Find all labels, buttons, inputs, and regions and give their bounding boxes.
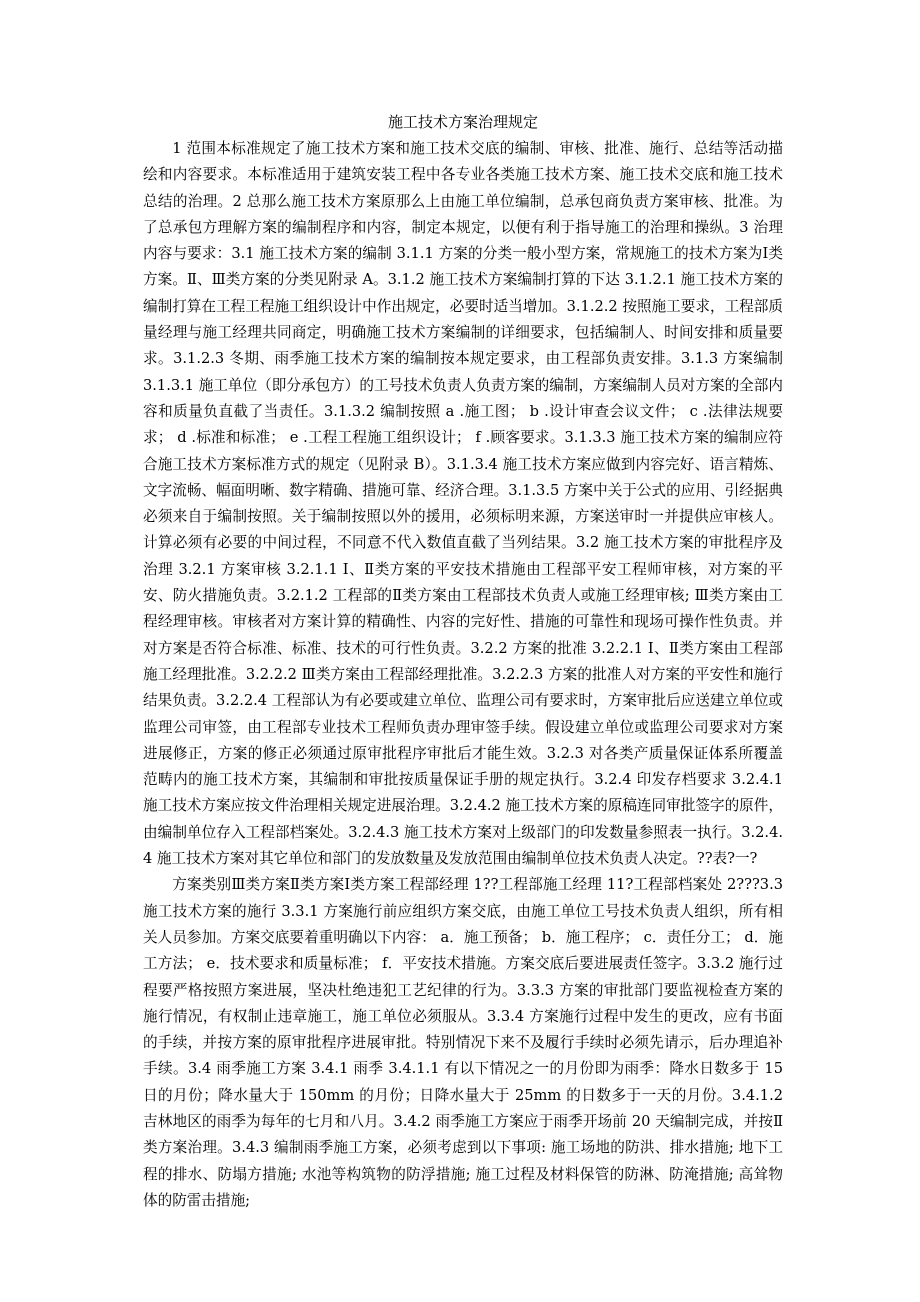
document-page (143, 110, 783, 1214)
body-paragraph-2: 方案类别Ⅲ类方案Ⅱ类方案Ⅰ类方案工程部经理 1??工程部施工经理 11?工程部档案处 2???3.3 施工技术方案的施行 3.3.1 方案施行前应组织方案交底，由施工单位工号技术负责人组织，所有相关人员参加。方案交底要着重明确以下内容： a．施工预备； b．施工程序； c．责任分工； d．施工方法； e．技术要求和质量标准； f．平安技术措施。方案交底后要进展责任签字。3.3.2 施行过程要严格按照方案进展，坚决杜绝违犯工艺纪律的行为。3.3.3 方案的审批部门要监视检查方案的施行情况，有权制止违章施工，施工单位必须服从。3.3.4 方案施行过程中发生的更改，应有书面的手续，并按方案的原审批程序进展审批。特别情况下来不及履行手续时必须先请示，后办理追补手续。3.4 雨季施工方案 3.4.1 雨季 3.4.1.1 有以下情况之一的月份即为雨季：降水日数多于 15 日的月份；降水量大于 150mm 的月份；日降水量大于 25mm 的日数多于一天的月份。3.4.1.2 吉林地区的雨季为每年的七月和八月。3.4.2 雨季施工方案应于雨季开场前 20 天编制完成，并按Ⅱ类方案治理。3.4.3 编制雨季施工方案，必须考虑到以下事项: 施工场地的防洪、排水措施; 地下工程的排水、防塌方措施; 水池等构筑物的防浮措施; 施工过程及材料保管的防淋、防淹措施; 高耸物体的防雷击措施; (143, 876, 783, 1209)
document-title: 施工技术方案治理规定 (387, 113, 538, 131)
body-paragraph-1: 1 范围本标准规定了施工技术方案和施工技术交底的编制、审核、批准、施行、总结等活动描绘和内容要求。本标准适用于建筑安装工程中各专业各类施工技术方案、施工技术交底和施工技术总结的治理。2 总那么施工技术方案原那么上由施工单位编制，总承包商负责方案审核、批准。为了总承包方理解方案的编制程序和内容，制定本规定，以便有利于指导施工的治理和操纵。3 治理内容与要求：3.1 施工技术方案的编制 3.1.1 方案的分类一般小型方案，常规施工的技术方案为Ⅰ类方案。Ⅱ、Ⅲ类方案的分类见附录 A。3.1.2 施工技术方案编制打算的下达 3.1.2.1 施工技术方案的编制打算在工程工程施工组织设计中作出规定，必要时适当增加。3.1.2.2 按照施工要求，工程部质量经理与施工经理共同商定，明确施工技术方案编制的详细要求，包括编制人、时间安排和质量要求。3.1.2.3 冬期、雨季施工技术方案的编制按本规定要求，由工程部负责安排。3.1.3 方案编制 3.1.3.1 施工单位（即分承包方）的工号技术负责人负责方案的编制，方案编制人员对方案的全部内容和质量负直截了当责任。3.1.3.2 编制按照 a .施工图； b .设计审查会议文件； c .法律法规要求； d .标准和标准； e .工程工程施工组织设计； f .顾客要求。3.1.3.3 施工技术方案的编制应符合施工技术方案标准方式的规定（见附录 B）。3.1.3.4 施工技术方案应做到内容完好、语言精炼、文字流畅、幅面明晰、数字精确、措施可靠、经济合理。3.1.3.5 方案中关于公式的应用、引经据典必须来自于编制按照。关于编制按照以外的援用，必须标明来源，方案送审时一并提供应审核人。计算必须有必要的中间过程，不同意不代入数值直截了当列结果。3.2 施工技术方案的审批程序及治理 3.2.1 方案审核 3.2.1.1 Ⅰ、Ⅱ类方案的平安技术措施由工程部平安工程师审核，对方案的平安、防火措施负责。3.2.1.2 工程部的Ⅱ类方案由工程部技术负责人或施工经理审核; Ⅲ类方案由工程经理审核。审核者对方案计算的精确性、内容的完好性、措施的可靠性和现场可操作性负责。并对方案是否符合标准、标准、技术的可行性负责。3.2.2 方案的批准 3.2.2.1 Ⅰ、Ⅱ类方案由工程部施工经理批准。3.2.2.2 Ⅲ类方案由工程部经理批准。3.2.2.3 方案的批准人对方案的平安性和施行结果负责。3.2.2.4 工程部认为有必要或建立单位、监理公司有要求时，方案审批后应送建立单位或监理公司审签，由工程部专业技术工程师负责办理审签手续。假设建立单位或监理公司要求对方案进展修正，方案的修正必须通过原审批程序审批后才能生效。3.2.3 对各类产质量保证体系所覆盖范畴内的施工技术方案，其编制和审批按质量保证手册的规定执行。3.2.4 印发存档要求 3.2.4.1 施工技术方案应按文件治理相关规定进展治理。3.2.4.2 施工技术方案的原稿连同审批签字的原件，由编制单位存入工程部档案处。3.2.4.3 施工技术方案对上级部门的印发数量参照表一执行。3.2.4.4 施工技术方案对其它单位和部门的发放数量及发放范围由编制单位技术负责人决定。??表?一? (143, 140, 783, 868)
